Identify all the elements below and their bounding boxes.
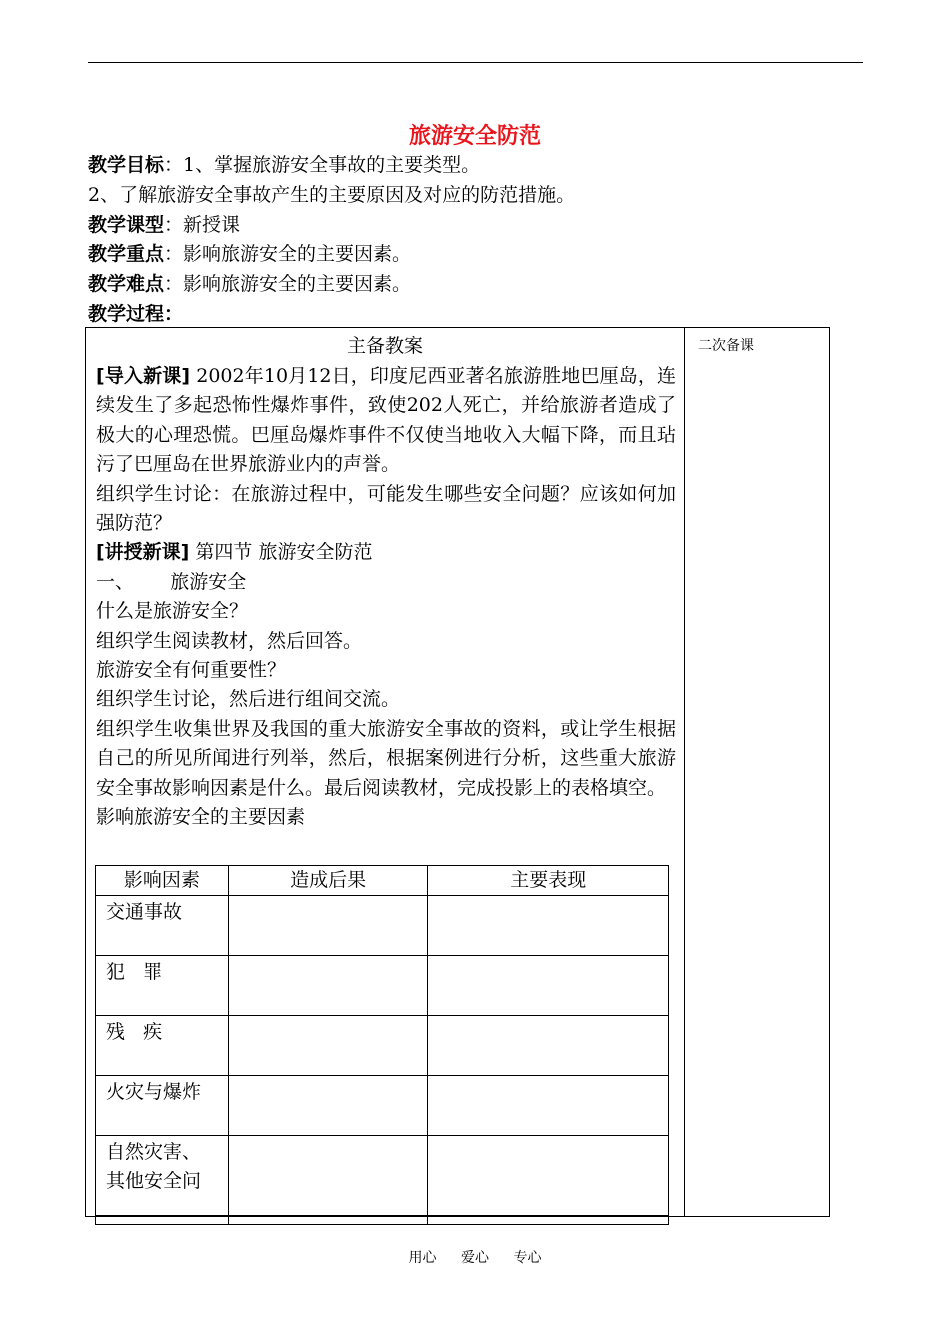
table-row — [96, 896, 669, 956]
intro-paragraph — [96, 362, 676, 480]
question-1: 什么是旅游安全？ — [96, 600, 249, 623]
factor-cell: 交通事故 — [96, 896, 229, 956]
table-caption: 影响旅游安全的主要因素 — [96, 806, 306, 829]
secondary-plan-header: 二次备课 — [698, 338, 754, 354]
key-point-label: 教学重点 — [88, 243, 165, 265]
consequence-cell — [228, 1136, 428, 1225]
objective-label: 教学目标 — [88, 154, 165, 176]
factor-cell: 残 疾 — [96, 1016, 229, 1076]
manifestation-cell — [428, 896, 669, 956]
page-footer: 用心 爱心 专心 — [408, 1250, 542, 1266]
consequence-cell — [228, 956, 428, 1016]
difficulty-label: 教学难点 — [88, 273, 165, 295]
key-point-value: ：影响旅游安全的主要因素。 — [164, 243, 412, 265]
lecture-text: 第四节 旅游安全防范 — [189, 541, 373, 564]
objective-1: ：1、掌握旅游安全事故的主要类型。 — [164, 154, 481, 176]
objective-line-2: 2、了解旅游安全事故产生的主要原因及对应的防范措施。 — [88, 184, 576, 206]
lecture-label: [讲授新课] — [96, 541, 190, 564]
intro-text: 2002年10月12日，印度尼西亚著名旅游胜地巴厘岛，连续发生了多起恐怖性爆炸事件，致使202人死亡，并给旅游者造成了极大的心理恐慌。巴厘岛爆炸事件不仅使当地收入大幅下降，而且玷污了巴厘岛在世界旅游业内的声誉。 — [96, 365, 676, 476]
factor-cell: 自然灾害、其他安全问 — [96, 1136, 229, 1225]
question-2-action: 组织学生讨论，然后进行组间交流。 — [96, 688, 401, 711]
consequence-cell — [228, 1016, 428, 1076]
column-divider — [684, 327, 685, 1217]
factor-cell: 火灾与爆炸 — [96, 1076, 229, 1136]
factor-table — [95, 865, 669, 1225]
question-2: 旅游安全有何重要性？ — [96, 659, 287, 682]
collect-paragraph: 组织学生收集世界及我国的重大旅游安全事故的资料，或让学生根据自己的所见所闻进行列举，然后，根据案例进行分析，这些重大旅游安全事故影响因素是什么。最后阅读教材，完成投影上的表格填空。 — [96, 717, 676, 799]
lesson-type-label: 教学课型 — [88, 214, 165, 236]
consequence-cell — [228, 1076, 428, 1136]
lecture-paragraph — [96, 538, 676, 567]
table-row — [96, 1136, 669, 1225]
main-plan-header: 主备教案 — [346, 335, 423, 357]
header-rule — [88, 62, 863, 63]
table-row — [96, 1016, 669, 1076]
factor-table-header — [96, 866, 669, 896]
question-1-action: 组织学生阅读教材，然后回答。 — [96, 629, 363, 652]
key-point-line — [88, 240, 411, 269]
manifestation-cell — [428, 956, 669, 1016]
manifestation-cell — [428, 1136, 669, 1225]
difficulty-line — [88, 270, 411, 299]
page-title: 旅游安全防范 — [408, 123, 541, 149]
process-line — [88, 300, 183, 329]
manifestation-cell — [428, 1016, 669, 1076]
table-row — [96, 1076, 669, 1136]
lesson-type-line — [88, 211, 240, 240]
factor-cell: 犯 罪 — [96, 956, 229, 1016]
header-manifestation: 主要表现 — [428, 866, 669, 896]
lesson-type-value: ：新授课 — [164, 214, 241, 236]
discussion-prompt: 组织学生讨论：在旅游过程中，可能发生哪些安全问题？应该如何加强防范？ — [96, 482, 676, 535]
header-consequence: 造成后果 — [228, 866, 428, 896]
header-factor: 影响因素 — [96, 866, 229, 896]
intro-label: [导入新课] — [96, 365, 191, 387]
objective-line-1 — [88, 151, 480, 180]
consequence-cell — [228, 896, 428, 956]
process-label: 教学过程： — [88, 303, 184, 325]
table-row — [96, 956, 669, 1016]
lesson-body — [96, 362, 676, 833]
section-heading: 一、 旅游安全 — [96, 570, 247, 593]
difficulty-value: ：影响旅游安全的主要因素。 — [164, 273, 412, 295]
manifestation-cell — [428, 1076, 669, 1136]
table-bottom-rule — [95, 1215, 669, 1216]
